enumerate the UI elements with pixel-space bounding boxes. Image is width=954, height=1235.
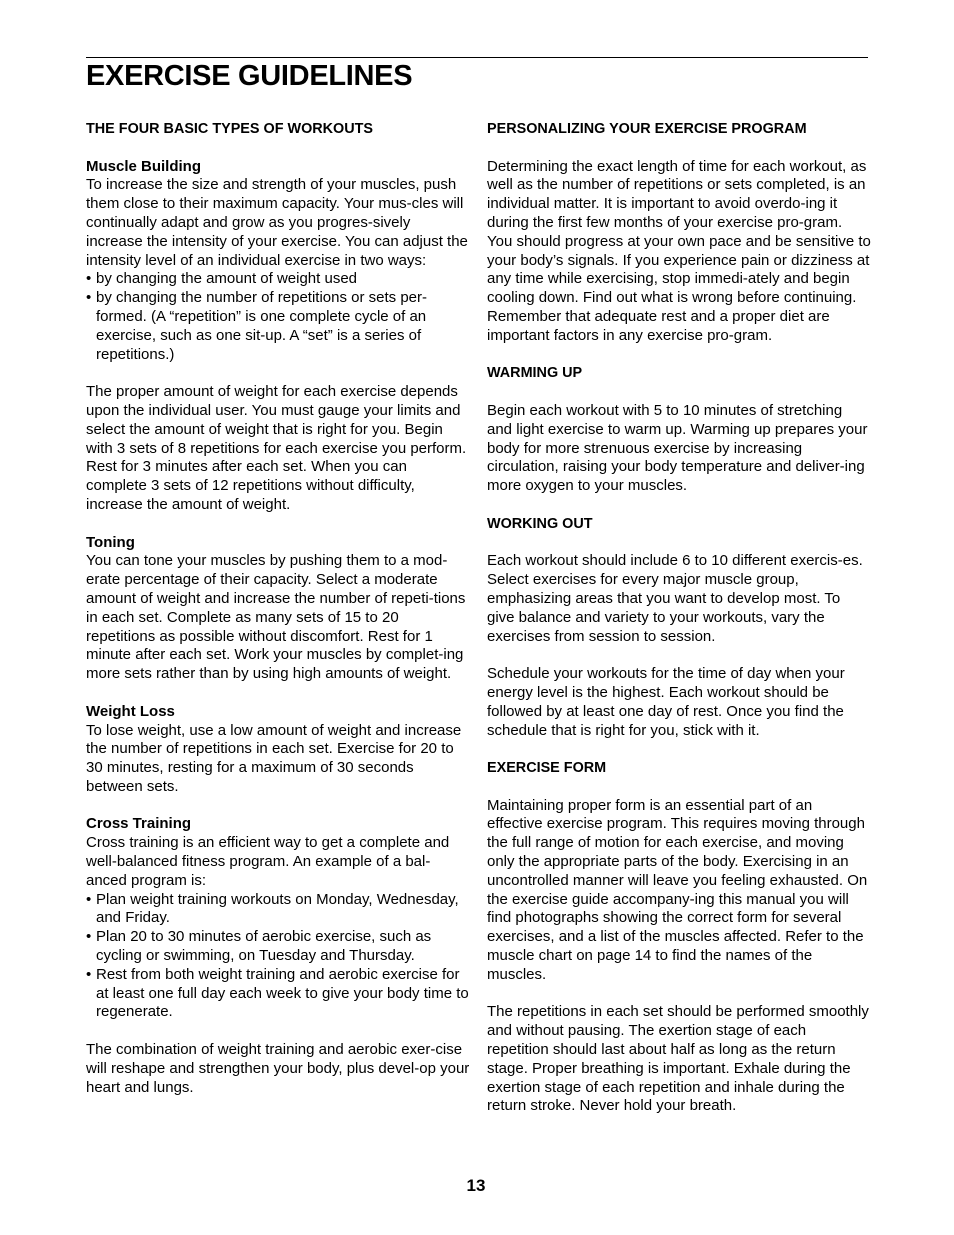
right-column xyxy=(487,120,871,1116)
muscle-building-bullets xyxy=(86,270,470,364)
list-item: • by changing the amount of weight used xyxy=(86,270,470,289)
subheading-toning: Toning xyxy=(86,533,135,551)
muscle-building-paragraph: The proper amount of weight for each exercise depends upon the individual user. You must gauge your limits and select the amount of weight that is right for you. Begin with 3 sets of 8 repetitions for each exercise you perform. Rest for 3 minutes after each set. When you can complete 3 sets of 12 repetitions without difficulty, increase the amount of weight. xyxy=(86,383,467,513)
left-column xyxy=(86,120,470,1097)
subheading-muscle-building: Muscle Building xyxy=(86,157,202,175)
toning-text: You can tone your muscles by pushing them to a mod-erate percentage of their capacity. Select a moderate amount of weight and increase the number of repeti-tions in each set. Complete as many sets of 15 to 20 repetitions as possible without discomfort. Rest for 1 minute after each set. Work your muscles by complet-ing more sets rather than by using high amounts of weight. xyxy=(86,552,466,683)
exercise-form-text-2: The repetitions in each set should be performed smoothly and without pausing. The exertion stage of each repetition should last about half as long as the return stage. Proper breathing is important. Exhale during the exertion stage of each repetition and inhale during the return stroke. Never hold your breath. xyxy=(487,1003,869,1115)
page-number xyxy=(0,1176,954,1196)
working-out-text: Each workout should include 6 to 10 different exercis-es. Select exercises for every major muscle group, emphasizing areas that you want to develop most. To give balance and variety to your workouts, vary the exercises from session to session. xyxy=(487,552,863,645)
list-item: • Plan weight training workouts on Monday, Wednesday, and Friday. xyxy=(86,891,470,929)
personalizing-text: Determining the exact length of time for each workout, as well as the number of repetitions or sets completed, is an individual matter. It is important to avoid overdo-ing it during the first few months of your exercise pro-gram. You should progress at your own pace and be sensitive to your body’s signals. If you experience pain or dizziness at any time while exercising, stop immedi-ately and begin cooling down. Find out what is wrong before continuing. Remember that adequate rest and a proper diet are important factors in any exercise pro-gram. xyxy=(487,157,871,344)
cross-training-paragraph: The combination of weight training and aerobic exer-cise will reshape and strengthen your body, plus devel-op your heart and lungs. xyxy=(86,1041,470,1096)
page-number-label: 13 xyxy=(466,1176,486,1195)
exercise-form-text: Maintaining proper form is an essential part of an effective exercise program. This requires moving through the full range of motion for each exercise, and moving only the appropriate parts of the body. Exercising in an uncontrolled manner will leave you feeling exhausted. On the exercise guide accompany-ing this manual you will find photographs showing the correct form for several exercises, and a list of the muscles affected. Refer to the muscle chart on page 14 to find the names of the muscles. xyxy=(487,796,868,983)
page-title: EXERCISE GUIDELINES xyxy=(86,60,413,92)
section-heading-working-out: WORKING OUT xyxy=(487,515,593,532)
section-heading-exercise-form: EXERCISE FORM xyxy=(487,760,607,777)
list-item: • Plan 20 to 30 minutes of aerobic exercise, such as cycling or swimming, on Tuesday and Thursday. xyxy=(86,928,470,966)
weight-loss-text: To lose weight, use a low amount of weight and increase the number of repetitions in each set. Exercise for 20 to 30 minutes, resting for a maximum of 30 seconds between sets. xyxy=(86,721,462,795)
cross-training-intro: Cross training is an efficient way to get a complete and well-balanced fitness program. An example of a bal-anced program is: xyxy=(86,834,450,889)
subheading-weight-loss: Weight Loss xyxy=(86,702,175,720)
subheading-cross-training: Cross Training xyxy=(86,815,192,833)
list-item: • Rest from both weight training and aerobic exercise for at least one full day each week to give your body time to regenerate. xyxy=(86,966,470,1022)
section-heading-warming-up: WARMING UP xyxy=(487,365,583,382)
section-heading-four-types: THE FOUR BASIC TYPES OF WORKOUTS xyxy=(86,121,374,137)
cross-training-bullets xyxy=(86,891,470,1023)
warming-up-text: Begin each workout with 5 to 10 minutes of stretching and light exercise to warm up. Warming up prepares your body for more strenuous exercise by increasing circulation, raising your body temperature and deliver-ing more oxygen to your muscles. xyxy=(487,401,868,495)
muscle-building-intro: To increase the size and strength of your muscles, push them close to their maximum capacity. Your mus-cles will continually adapt and grow as you progres-sively increase the intensity of your exercise. You can adjust the intensity level of an individual exercise in two ways: xyxy=(86,176,468,269)
list-item: • by changing the number of repetitions or sets per-formed. (A “repetition” is one complete cycle of an exercise, such as one sit-up. A “set” is a series of repetitions.) xyxy=(86,289,470,364)
working-out-text-2: Schedule your workouts for the time of day when your energy level is the highest. Each workout should be followed by at least one day of rest. Once you find the schedule that is right for you, stick with it. xyxy=(487,665,845,739)
section-heading-personalizing: PERSONALIZING YOUR EXERCISE PROGRAM xyxy=(487,121,807,137)
